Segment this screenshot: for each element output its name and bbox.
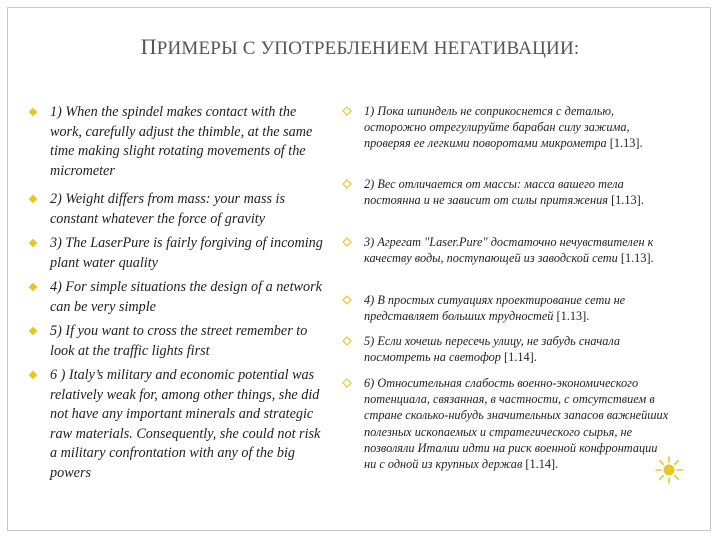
list-item bbox=[342, 234, 672, 292]
title-rest: РИМЕРЫ С УПОТРЕБЛЕНИЕМ НЕГАТИВАЦИИ: bbox=[156, 38, 580, 59]
english-item-text: 5) If you want to cross the street remember to look at the traffic lights first bbox=[50, 323, 308, 359]
bullet-icon bbox=[28, 238, 38, 248]
hollow-bullet-icon bbox=[342, 378, 352, 388]
russian-item-body: 1) Пока шпиндель не соприкоснется с деталью, осторожно отрегулируйте барабан силу зажима, проверяя ее легкими поворотами микрометра bbox=[364, 104, 630, 151]
russian-item-body: 5) Если хочешь пересечь улицу, не забудь сначала посмотреть на светофор bbox=[364, 334, 621, 365]
russian-item-text bbox=[364, 375, 672, 472]
citation-ref: [1.13]. bbox=[556, 309, 590, 324]
hollow-bullet-icon bbox=[342, 237, 352, 247]
english-item-text: 4) For simple situations the design of a network can be very simple bbox=[50, 279, 322, 315]
russian-item-body: 6) Относительная слабость военно-экономического потенциала, связанная, в частности, с отсутствием в стране сколько-нибудь значительных запасов важнейших полезных ископаемых и стратегического сырья, не позволяли Италии идти на риск военной конфронтации ни с одной из крупных держав bbox=[364, 376, 669, 472]
citation-ref: [1.13]. bbox=[620, 251, 654, 266]
russian-item-text bbox=[364, 103, 672, 152]
russian-item-body: 2) Вес отличается от массы: масса вашего тела постоянна и не зависит от силы притяжения bbox=[364, 177, 624, 208]
sun-ornament-icon bbox=[654, 455, 684, 485]
citation-ref: [1.14]. bbox=[525, 457, 559, 472]
list-item bbox=[28, 190, 328, 234]
bullet-icon bbox=[28, 107, 38, 117]
list-item bbox=[342, 103, 672, 176]
english-item-text: 3) The LaserPure is fairly forgiving of incoming plant water quality bbox=[50, 235, 323, 271]
russian-item-body: 3) Агрегат "Laser.Pure" достаточно нечувствителен к качеству воды, поступающей из заводской сети bbox=[364, 235, 654, 266]
list-item bbox=[342, 375, 672, 472]
russian-item-text bbox=[364, 176, 672, 208]
english-item-text: 2) Weight differs from mass: your mass is constant whatever the force of gravity bbox=[50, 191, 286, 227]
bullet-icon bbox=[28, 326, 38, 336]
russian-examples-list bbox=[342, 103, 672, 472]
list-item bbox=[28, 322, 328, 366]
citation-ref: [1.13]. bbox=[611, 193, 644, 208]
english-examples-list bbox=[28, 103, 328, 483]
hollow-bullet-icon bbox=[342, 179, 352, 189]
russian-item-body: 4) В простых ситуациях проектирование сети не представляет больших трудностей bbox=[364, 293, 626, 324]
english-item-text: 1) When the spindel makes contact with the work, carefully adjust the thimble, at the same time making slight rotating movements of the micrometer bbox=[50, 104, 313, 179]
bullet-icon bbox=[28, 370, 38, 380]
hollow-bullet-icon bbox=[342, 336, 352, 346]
russian-item-text bbox=[364, 292, 672, 324]
russian-item-text bbox=[364, 333, 672, 365]
hollow-bullet-icon bbox=[342, 106, 352, 116]
list-item bbox=[28, 103, 328, 190]
list-item bbox=[342, 176, 672, 234]
citation-ref: [1.14]. bbox=[504, 350, 537, 365]
hollow-bullet-icon bbox=[342, 295, 352, 305]
english-item-text: 6 ) Italy’s military and economic potential was relatively weak for, among other things, she did not have any important minerals and strategic raw materials. Consequently, she could not risk a military confrontation with any of the big powers bbox=[50, 367, 321, 481]
russian-item-text bbox=[364, 234, 672, 266]
list-item bbox=[28, 278, 328, 322]
title-first-letter: П bbox=[140, 34, 157, 59]
bullet-icon bbox=[28, 282, 38, 292]
citation-ref: [1.13]. bbox=[609, 136, 643, 151]
slide-title bbox=[0, 34, 720, 60]
bullet-icon bbox=[28, 194, 38, 204]
list-item bbox=[342, 333, 672, 375]
list-item bbox=[342, 292, 672, 333]
list-item bbox=[28, 234, 328, 278]
list-item bbox=[28, 366, 328, 483]
